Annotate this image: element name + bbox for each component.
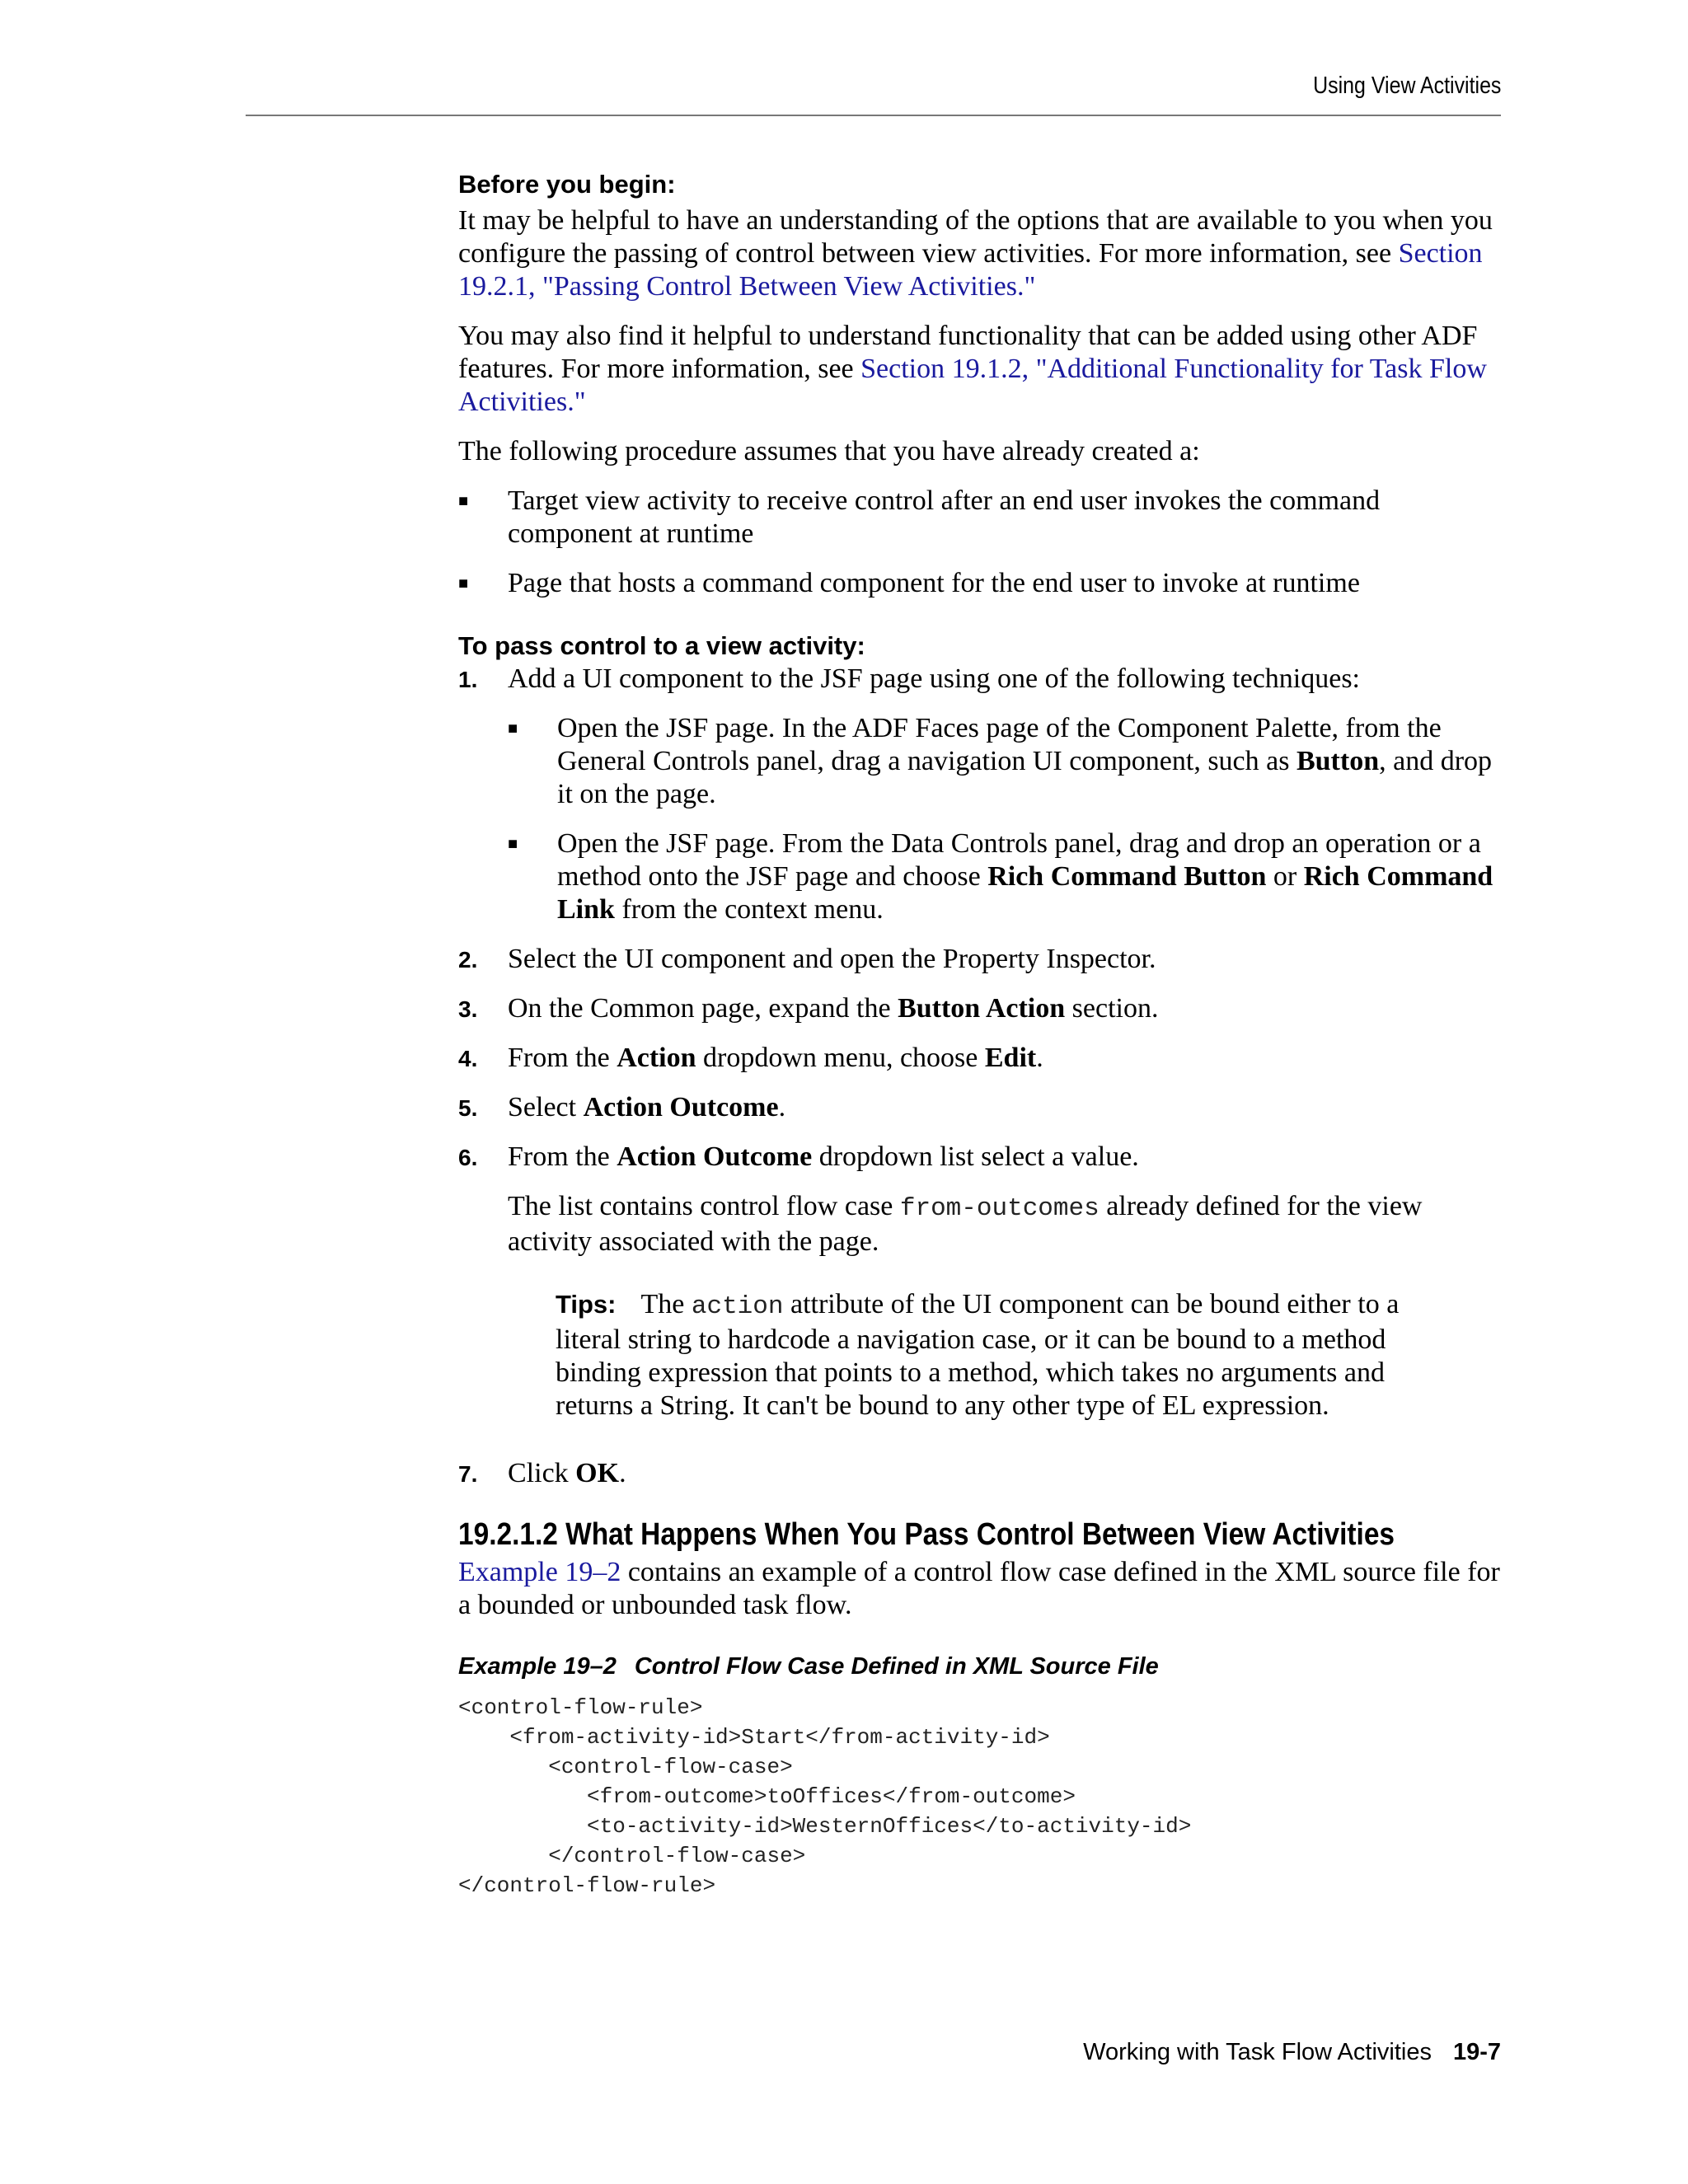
list-item-text: , and drop it on the page. xyxy=(557,746,1493,809)
step-text: Click xyxy=(508,1458,576,1488)
list-item-text: from the context menu. xyxy=(614,894,884,925)
procedure-step-4 xyxy=(458,1042,1501,1075)
tips-text: attribute of the UI component can be bound either to a literal string to hardcode a navigation case, or it can be bound to a method binding expression that points to a method, which takes no arguments and returns a String. It can't be bound to any other type of EL expression. xyxy=(556,1289,1400,1421)
step-text: Add a UI component to the JSF page using one of the following techniques: xyxy=(508,663,1360,694)
step-number: 7. xyxy=(458,1461,478,1487)
list-item xyxy=(458,567,1501,600)
square-bullet-icon: ■ xyxy=(458,574,469,593)
list-item-text: Target view activity to receive control after an end user invokes the command component at runtime xyxy=(508,485,1381,549)
step-text: section. xyxy=(1065,993,1159,1024)
link-example-19-2[interactable]: Example 19–2 xyxy=(458,1557,621,1587)
code-example: <control-flow-rule> <from-activity-id>Start</from-activity-id> <control-flow-case> <from-outcome>toOffices</from-outcome> <to-activity-id>WesternOffices</to-activity-id> </control-flow-case> </control-flow-rule> xyxy=(458,1695,1192,1898)
step-text: . xyxy=(778,1092,786,1122)
step-text: On the Common page, expand the xyxy=(508,993,898,1024)
example-number: Example 19–2 xyxy=(458,1653,617,1680)
list-item xyxy=(458,485,1501,551)
ui-term: Rich Command Button xyxy=(987,861,1267,892)
ui-term: Action Outcome xyxy=(617,1141,813,1172)
square-bullet-icon: ■ xyxy=(508,835,518,853)
procedure-step-2 xyxy=(458,943,1501,976)
list-item-text: Open the JSF page. From the Data Controls panel, drag and drop an operation or a method onto the JSF page and choose xyxy=(557,828,1481,892)
code-term: action xyxy=(691,1292,784,1321)
procedure-step-1 xyxy=(458,663,1501,696)
procedure-step-7 xyxy=(458,1457,1501,1490)
step-text: Select xyxy=(508,1092,584,1122)
code-term: from-outcomes xyxy=(899,1194,1100,1223)
square-bullet-icon: ■ xyxy=(458,492,469,510)
paragraph-text: You may also find it helpful to understand functionality that can be added using other ADF features. For more information, see xyxy=(458,321,1478,384)
list-item xyxy=(508,712,1501,811)
tips-label: Tips: xyxy=(556,1290,617,1319)
example-caption xyxy=(458,1650,1501,1683)
ui-term: OK xyxy=(575,1458,620,1488)
running-head: Using View Activities xyxy=(1312,73,1501,99)
footer-chapter-title: Working with Task Flow Activities xyxy=(1083,2039,1432,2065)
step-number: 5. xyxy=(458,1095,478,1121)
before-you-begin-paragraph-1 xyxy=(458,204,1501,303)
example-title: Control Flow Case Defined in XML Source File xyxy=(634,1653,1159,1680)
before-you-begin-paragraph-2 xyxy=(458,320,1501,419)
step-number: 4. xyxy=(458,1046,478,1071)
ui-term: Button Action xyxy=(898,993,1066,1024)
page-content xyxy=(458,168,1501,1900)
page-number: 19-7 xyxy=(1452,2039,1501,2065)
list-item-text: or xyxy=(1266,861,1304,892)
step-text: From the xyxy=(508,1141,617,1172)
list-item xyxy=(508,827,1501,926)
paragraph-text: It may be helpful to have an understanding of the options that are available to you when you configure the passing of control between view activities. For more information, see xyxy=(458,205,1493,269)
before-you-begin-heading: Before you begin: xyxy=(458,170,676,199)
procedure-heading: To pass control to a view activity: xyxy=(458,631,865,660)
note-text: The list contains control flow case xyxy=(508,1191,900,1221)
ui-term: Edit xyxy=(984,1043,1037,1073)
step-6-note xyxy=(508,1190,1501,1258)
procedure-step-3 xyxy=(458,992,1501,1025)
link-section-19-2-1[interactable]: Section 19.2.1, "Passing Control Between View Activities." xyxy=(458,238,1483,302)
step-text: Select the UI component and open the Property Inspector. xyxy=(508,944,1156,974)
list-item-text: Page that hosts a command component for the end user to invoke at runtime xyxy=(508,568,1360,598)
ui-term: Rich Command Link xyxy=(557,861,1493,925)
paragraph-text: contains an example of a control flow case defined in the XML source file for a bounded or unbounded task flow. xyxy=(458,1557,1500,1620)
square-bullet-icon: ■ xyxy=(508,719,518,738)
list-item-text: Open the JSF page. In the ADF Faces page of the Component Palette, from the General Controls panel, drag a navigation UI component, such as xyxy=(557,713,1442,776)
section-paragraph xyxy=(458,1556,1501,1622)
step-number: 2. xyxy=(458,947,478,972)
tips-note xyxy=(556,1288,1404,1422)
before-you-begin-paragraph-3: The following procedure assumes that you have already created a: xyxy=(458,436,1200,466)
section-heading: 19.2.1.2 What Happens When You Pass Control Between View Activities xyxy=(458,1517,1395,1552)
note-text: already defined for the view activity associated with the page. xyxy=(508,1191,1423,1257)
step-text: dropdown menu, choose xyxy=(696,1043,985,1073)
header-rule xyxy=(246,115,1501,116)
step-text: . xyxy=(619,1458,626,1488)
step-number: 3. xyxy=(458,996,478,1022)
tips-text: The xyxy=(640,1289,692,1319)
ui-term: Button xyxy=(1296,746,1380,776)
step-text: . xyxy=(1036,1043,1043,1073)
procedure-step-5 xyxy=(458,1091,1501,1124)
step-number: 1. xyxy=(458,667,478,692)
ui-term: Action xyxy=(617,1043,696,1073)
ui-term: Action Outcome xyxy=(583,1092,779,1122)
page-footer xyxy=(1083,2039,1501,2066)
link-section-19-1-2[interactable]: Section 19.1.2, "Additional Functionality for Task Flow Activities." xyxy=(458,354,1487,417)
step-text: From the xyxy=(508,1043,617,1073)
step-number: 6. xyxy=(458,1145,478,1170)
step-text: dropdown list select a value. xyxy=(812,1141,1139,1172)
procedure-step-6 xyxy=(458,1141,1501,1174)
